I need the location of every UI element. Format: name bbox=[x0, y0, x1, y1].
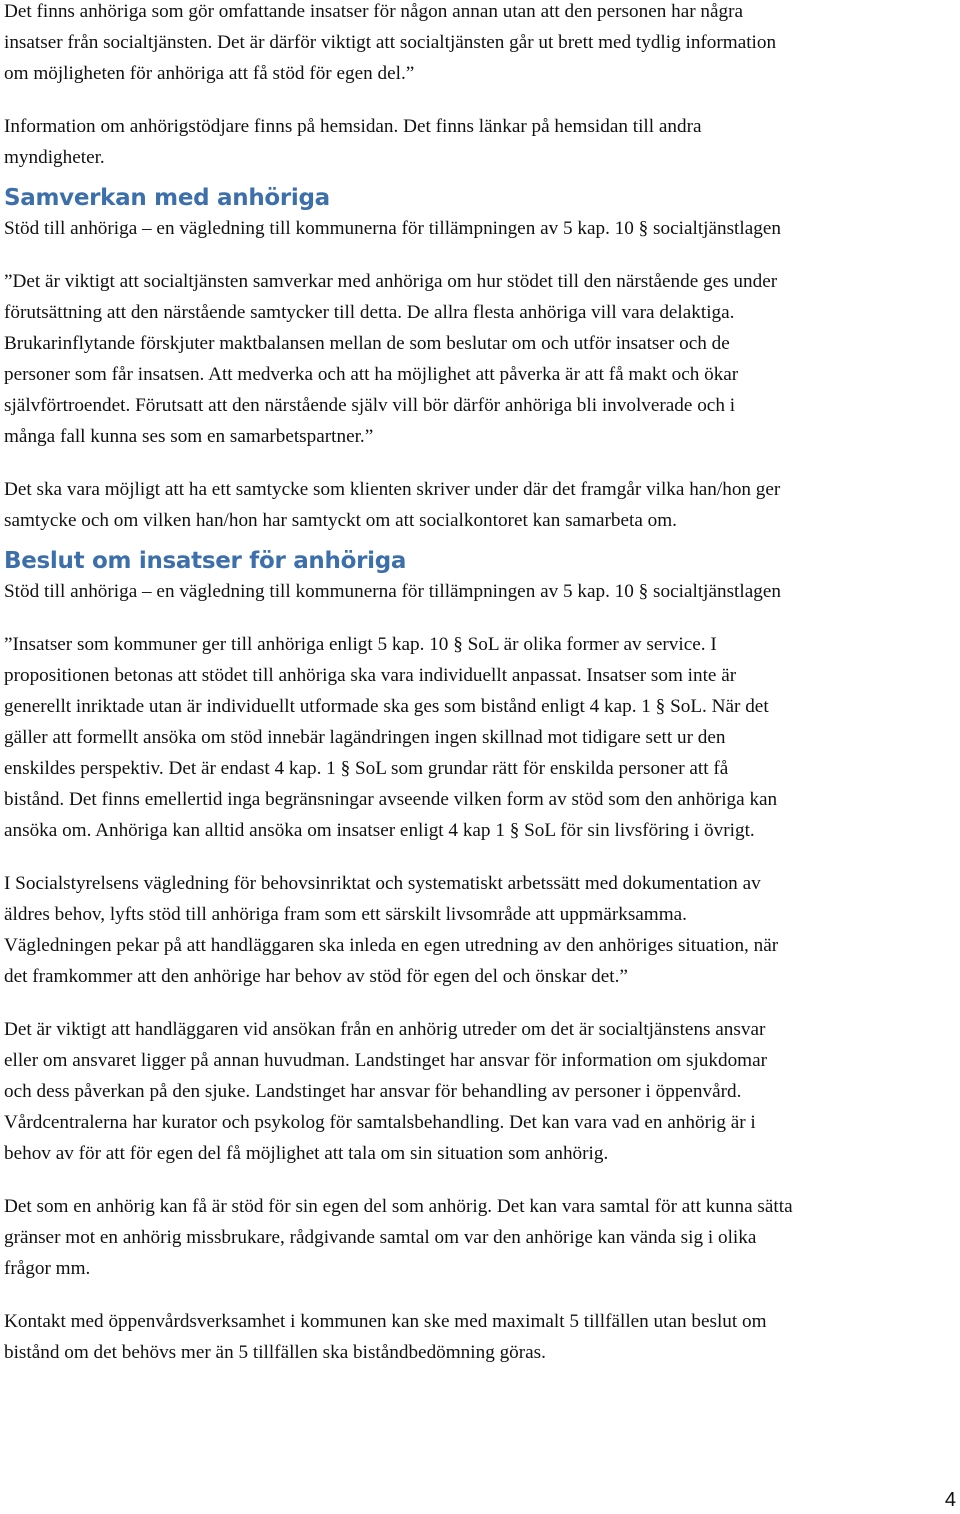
text-line: gränser mot en anhörig missbrukare, rådgivande samtal om var den anhörige kan vända sig i olika bbox=[4, 1227, 757, 1248]
text-line: äldres behov, lyfts stöd till anhöriga fram som ett särskilt livsområde att uppmärksamma. bbox=[4, 904, 687, 925]
paragraph-handlaggaren bbox=[4, 1014, 956, 1169]
text-line: bistånd om det behövs mer än 5 tillfällen ska biståndbedömning göras. bbox=[4, 1342, 546, 1363]
text-line: det framkommer att den anhörige har behov av stöd för egen del och önskar det.” bbox=[4, 966, 628, 987]
text-line: insatser från socialtjänsten. Det är därför viktigt att socialtjänsten går ut brett med tydlig information bbox=[4, 32, 777, 53]
source-reference bbox=[4, 576, 956, 607]
text-line: samtycke och om vilken han/hon har samtyckt om att socialkontoret kan samarbeta om. bbox=[4, 510, 677, 531]
document-page bbox=[4, 0, 956, 1368]
text-line: Kontakt med öppenvårdsverksamhet i kommunen kan ske med maximalt 5 tillfällen utan beslut om bbox=[4, 1311, 767, 1332]
text-line: ”Insatser som kommuner ger till anhöriga enligt 5 kap. 10 § SoL är olika former av service. I bbox=[4, 634, 717, 655]
text-line: förutsättning att den närstående samtycker till detta. De allra flesta anhöriga vill vara delaktiga. bbox=[4, 302, 735, 323]
text-line: I Socialstyrelsens vägledning för behovsinriktat och systematiskt arbetssätt med dokumentation av bbox=[4, 873, 761, 894]
heading-beslut: Beslut om insatser för anhöriga bbox=[4, 548, 407, 574]
text-line: Brukarinflytande förskjuter maktbalansen mellan de som beslutar om och utför insatser och de bbox=[4, 333, 730, 354]
text-line: personer som får insatsen. Att medverka och att ha möjlighet att påverka är att få makt och ökar bbox=[4, 364, 739, 385]
source-reference bbox=[4, 213, 956, 244]
paragraph-socialstyrelsen bbox=[4, 868, 956, 992]
text-line: Det finns anhöriga som gör omfattande insatser för någon annan utan att den personen har några bbox=[4, 1, 744, 22]
text-line: Det är viktigt att handläggaren vid ansökan från en anhörig utreder om det är socialtjänstens ansvar bbox=[4, 1019, 766, 1040]
text-line: generellt inriktade utan är individuellt utformade ska ges som bistånd enligt 4 kap. 1 § SoL. När det bbox=[4, 696, 769, 717]
text-line: om möjligheten för anhöriga att få stöd för egen del.” bbox=[4, 63, 415, 84]
text-line: Vårdcentralerna har kurator och psykolog för samtalsbehandling. Det kan vara vad en anhörig är i bbox=[4, 1112, 756, 1133]
text-line: enskildes perspektiv. Det är endast 4 kap. 1 § SoL som grundar rätt för enskilda personer att få bbox=[4, 758, 729, 779]
text-line: propositionen betonas att stödet till anhöriga ska vara individuellt anpassat. Insatser som inte är bbox=[4, 665, 737, 686]
text-line: ansöka om. Anhöriga kan alltid ansöka om insatser enligt 4 kap 1 § SoL för sin livsföring i övrigt. bbox=[4, 820, 755, 841]
text-line: Information om anhörigstödjare finns på hemsidan. Det finns länkar på hemsidan till andra bbox=[4, 116, 702, 137]
text-line: självförtroendet. Förutsatt att den närstående själv vill bör därför anhöriga bli involverade och i bbox=[4, 395, 736, 416]
text-line: eller om ansvaret ligger på annan huvudman. Landstinget har ansvar för information om sjukdomar bbox=[4, 1050, 768, 1071]
paragraph-stod bbox=[4, 1191, 956, 1284]
text-line: Det som en anhörig kan få är stöd för sin egen del som anhörig. Det kan vara samtal för att kunna sätta bbox=[4, 1196, 793, 1217]
heading-samverkan: Samverkan med anhöriga bbox=[4, 185, 330, 211]
text-line: Stöd till anhöriga – en vägledning till kommunerna för tillämpningen av 5 kap. 10 § socialtjänstlagen bbox=[4, 218, 781, 239]
paragraph-kontakt bbox=[4, 1306, 956, 1368]
paragraph-intro bbox=[4, 0, 956, 89]
text-line: frågor mm. bbox=[4, 1258, 91, 1279]
text-line: ”Det är viktigt att socialtjänsten samverkar med anhöriga om hur stödet till den närstående ges under bbox=[4, 271, 778, 292]
text-line: myndigheter. bbox=[4, 147, 105, 168]
text-line: Stöd till anhöriga – en vägledning till kommunerna för tillämpningen av 5 kap. 10 § socialtjänstlagen bbox=[4, 581, 781, 602]
paragraph-information bbox=[4, 111, 956, 173]
text-line: Det ska vara möjligt att ha ett samtycke som klienten skriver under där det framgår vilka han/hon ger bbox=[4, 479, 781, 500]
text-line: många fall kunna ses som en samarbetspartner.” bbox=[4, 426, 374, 447]
text-line: behov av för att för egen del få möjlighet att tala om sin situation som anhörig. bbox=[4, 1143, 609, 1164]
text-line: bistånd. Det finns emellertid inga begränsningar avseende vilken form av stöd som den anhöriga kan bbox=[4, 789, 778, 810]
page-number: 4 bbox=[944, 1489, 956, 1511]
text-line: och dess påverkan på den sjuke. Landstinget har ansvar för behandling av personer i öppenvård. bbox=[4, 1081, 742, 1102]
text-line: Vägledningen pekar på att handläggaren ska inleda en egen utredning av den anhöriges situation, när bbox=[4, 935, 779, 956]
text-line: gäller att formellt ansöka om stöd innebär lagändringen ingen skillnad mot tidigare sett ur den bbox=[4, 727, 726, 748]
quote-insatser bbox=[4, 629, 956, 846]
quote-samverkan bbox=[4, 266, 956, 452]
paragraph-samtycke bbox=[4, 474, 956, 536]
